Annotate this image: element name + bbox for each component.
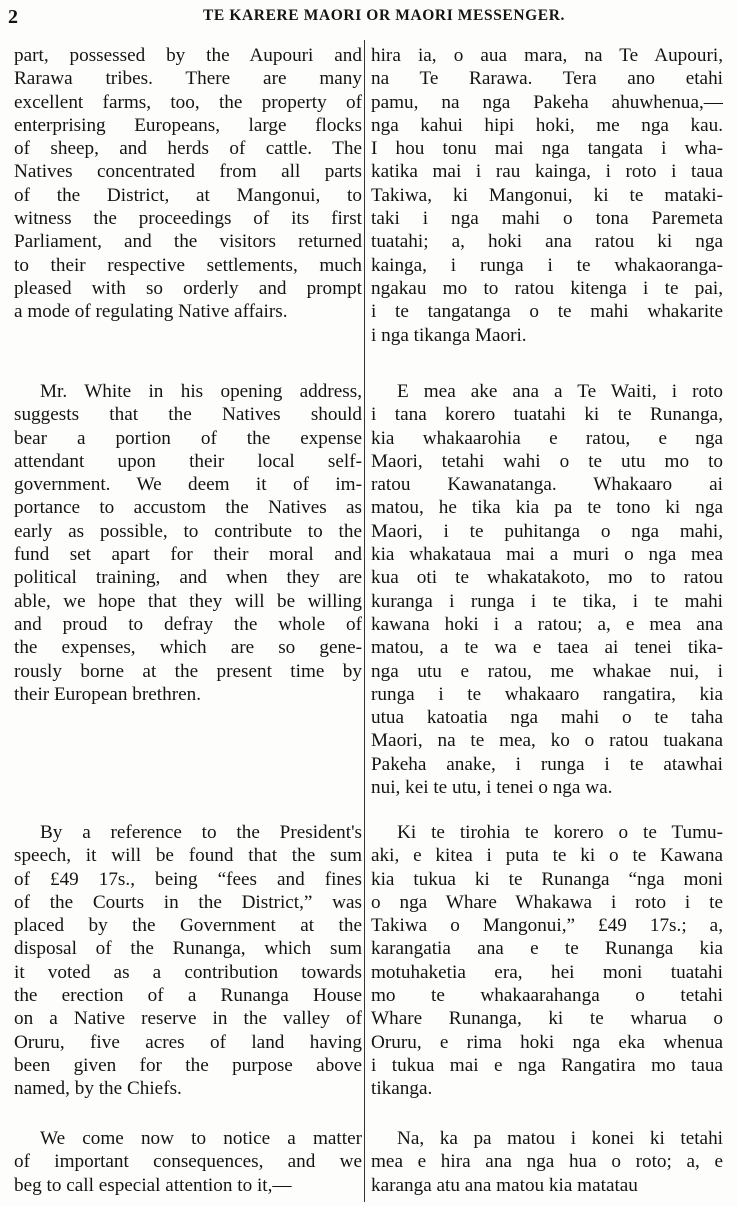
english-paragraph-2 xyxy=(14,380,362,706)
maori-paragraph-3 xyxy=(371,821,723,1101)
text-line: government. We deem it of im- xyxy=(14,474,362,496)
text-line: Takiwa o Mangonui,” £49 17s.; a, xyxy=(371,915,723,937)
text-line: tuatahi; a, hoki ana ratou ki nga xyxy=(371,231,723,253)
text-line: political training, and when they are xyxy=(14,567,362,589)
text-line: been given for the purpose above xyxy=(14,1054,362,1076)
text-line: Natives concentrated from all parts xyxy=(14,161,362,183)
text-line: kia whakataua mai a muri o nga mea xyxy=(371,544,723,566)
page-number: 2 xyxy=(8,6,18,28)
text-line: kua oti te whakatakoto, mo to ratou xyxy=(371,567,723,589)
text-line: Parliament, and the visitors returned xyxy=(14,231,362,253)
text-line: We come now to notice a matter xyxy=(40,1128,362,1149)
text-line: of sheep, and herds of cattle. The xyxy=(14,138,362,160)
text-line: on a Native reserve in the valley of xyxy=(14,1008,362,1030)
text-line: I hou tonu mai nga tangata i wha- xyxy=(371,138,723,160)
text-line: Oruru, five acres of land having xyxy=(14,1031,362,1053)
english-paragraph-3 xyxy=(14,821,362,1101)
text-line: enterprising Europeans, large flocks xyxy=(14,114,362,136)
text-line: mo te whakaarahanga o tetahi xyxy=(371,985,723,1007)
text-line: Maori, tetahi wahi o te utu mo to xyxy=(371,450,723,472)
text-line: part, possessed by the Aupouri and xyxy=(14,45,362,66)
maori-paragraph-1 xyxy=(371,44,723,347)
maori-paragraph-2 xyxy=(371,380,723,799)
text-line: karangatia ana e te Runanga kia xyxy=(371,938,723,960)
text-line: Na, ka pa matou i konei ki tetahi xyxy=(397,1128,723,1149)
text-line: i tana korero tuatahi ki te Runanga, xyxy=(371,404,723,426)
text-line: E mea ake ana a Te Waiti, i roto xyxy=(397,381,723,402)
text-line: tikanga. xyxy=(371,1078,433,1100)
text-line: Maori, na te mea, ko o ratou tuakana xyxy=(371,730,723,752)
text-line: disposal of the Runanga, which sum xyxy=(14,938,362,960)
text-line: i te tangatanga o te mahi whakarite xyxy=(371,301,723,323)
text-line: excellent farms, too, the property of xyxy=(14,91,362,113)
text-line: fund set apart for their moral and xyxy=(14,544,362,566)
text-line: bear a portion of the expense xyxy=(14,427,362,449)
text-line: matou, he tika kia pa te tono ki nga xyxy=(371,497,723,519)
text-line: na Te Rarawa. Tera ano etahi xyxy=(371,68,723,90)
text-line: Whare Runanga, ki te wharua o xyxy=(371,1008,723,1030)
text-line: nga kahui hipi hoki, me nga kau. xyxy=(371,114,723,136)
maori-paragraph-4 xyxy=(371,1127,723,1197)
text-line: Takiwa, ki Mangonui, ki te mataki- xyxy=(371,184,723,206)
text-line: Ki te tirohia te korero o te Tumu- xyxy=(397,822,723,843)
text-line: suggests that the Natives should xyxy=(14,404,362,426)
text-line: of the Courts in the District,” was xyxy=(14,891,362,913)
text-line: the erection of a Runanga House xyxy=(14,985,362,1007)
text-line: kawana hoki i a ratou; a, e mea ana xyxy=(371,613,723,635)
english-paragraph-4 xyxy=(14,1127,362,1197)
newspaper-title: TE KARERE MAORI OR MAORI MESSENGER. xyxy=(202,7,566,24)
text-line: kuranga i runga i te tika, i te mahi xyxy=(371,590,723,612)
text-line: to their respective settlements, much xyxy=(14,254,362,276)
text-line: karanga atu ana matou kia matatau xyxy=(371,1174,638,1196)
text-line: pamu, na nga Pakeha ahuwhenua,— xyxy=(371,91,723,113)
text-line: matou, a te wa e taea ai tenei tika- xyxy=(371,637,723,659)
text-line: Mr. White in his opening address, xyxy=(40,381,362,402)
text-line: mea e hira ana nga hua o roto; a, e xyxy=(371,1151,723,1173)
text-line: it voted as a contribution towards xyxy=(14,961,362,983)
text-line: runga i te whakaaro rangatira, kia xyxy=(371,683,723,705)
text-line: nga utu e ratou, me whakae nui, i xyxy=(371,660,723,682)
text-line: ngakau mo to ratou kitenga i te pai, xyxy=(371,277,723,299)
text-line: motuhaketia era, hei moni tuatahi xyxy=(371,961,723,983)
text-line: and proud to defray the whole of xyxy=(14,613,362,635)
text-line: attendant upon their local self- xyxy=(14,450,362,472)
text-line: named, by the Chiefs. xyxy=(14,1078,182,1100)
text-line: nui, kei te utu, i tenei o nga wa. xyxy=(371,777,613,799)
text-line: kia tukua ki te Runanga “nga moni xyxy=(371,868,723,890)
text-line: hira ia, o aua mara, na Te Aupouri, xyxy=(371,45,723,66)
text-line: pleased with so orderly and prompt xyxy=(14,277,362,299)
text-line: rously borne at the present time by xyxy=(14,660,362,682)
text-line: early as possible, to contribute to the xyxy=(14,520,362,542)
text-line: witness the proceedings of its first xyxy=(14,208,362,230)
text-line: Pakeha anake, i runga i te atawhai xyxy=(371,753,723,775)
text-line: of £49 17s., being “fees and fines xyxy=(14,868,362,890)
text-line: aki, e kitea i puta te ki o te Kawana xyxy=(371,845,723,867)
text-line: portance to accustom the Natives as xyxy=(14,497,362,519)
text-line: a mode of regulating Native affairs. xyxy=(14,301,288,323)
text-line: ratou Kawanatanga. Whakaaro ai xyxy=(371,474,723,496)
text-line: able, we hope that they will be willing xyxy=(14,590,362,612)
text-line: katika mai i rau kainga, i roto i taua xyxy=(371,161,723,183)
text-line: their European brethren. xyxy=(14,683,201,705)
text-line: of important consequences, and we xyxy=(14,1151,362,1173)
page-header xyxy=(8,4,730,30)
text-line: Rarawa tribes. There are many xyxy=(14,68,362,90)
english-paragraph-1 xyxy=(14,44,362,324)
text-line: placed by the Government at the xyxy=(14,915,362,937)
text-line: By a reference to the President's xyxy=(40,822,362,843)
text-line: kia whakaarohia e ratou, e nga xyxy=(371,427,723,449)
text-line: utua katoatia nga mahi o te taha xyxy=(371,707,723,729)
text-line: Maori, i te puhitanga o nga mahi, xyxy=(371,520,723,542)
column-divider xyxy=(364,40,365,1202)
text-line: i tukua mai e nga Rangatira mo taua xyxy=(371,1054,723,1076)
text-line: of the District, at Mangonui, to xyxy=(14,184,362,206)
text-line: kainga, i runga i te whakaoranga- xyxy=(371,254,723,276)
text-line: speech, it will be found that the sum xyxy=(14,845,362,867)
text-line: i nga tikanga Maori. xyxy=(371,324,527,346)
text-line: o nga Whare Whakawa i roto i te xyxy=(371,891,723,913)
text-line: taki i nga mahi o tona Paremeta xyxy=(371,208,723,230)
text-line: Oruru, e rima hoki nga eka whenua xyxy=(371,1031,723,1053)
text-line: the expenses, which are so gene- xyxy=(14,637,362,659)
text-line: beg to call especial attention to it,— xyxy=(14,1174,292,1196)
